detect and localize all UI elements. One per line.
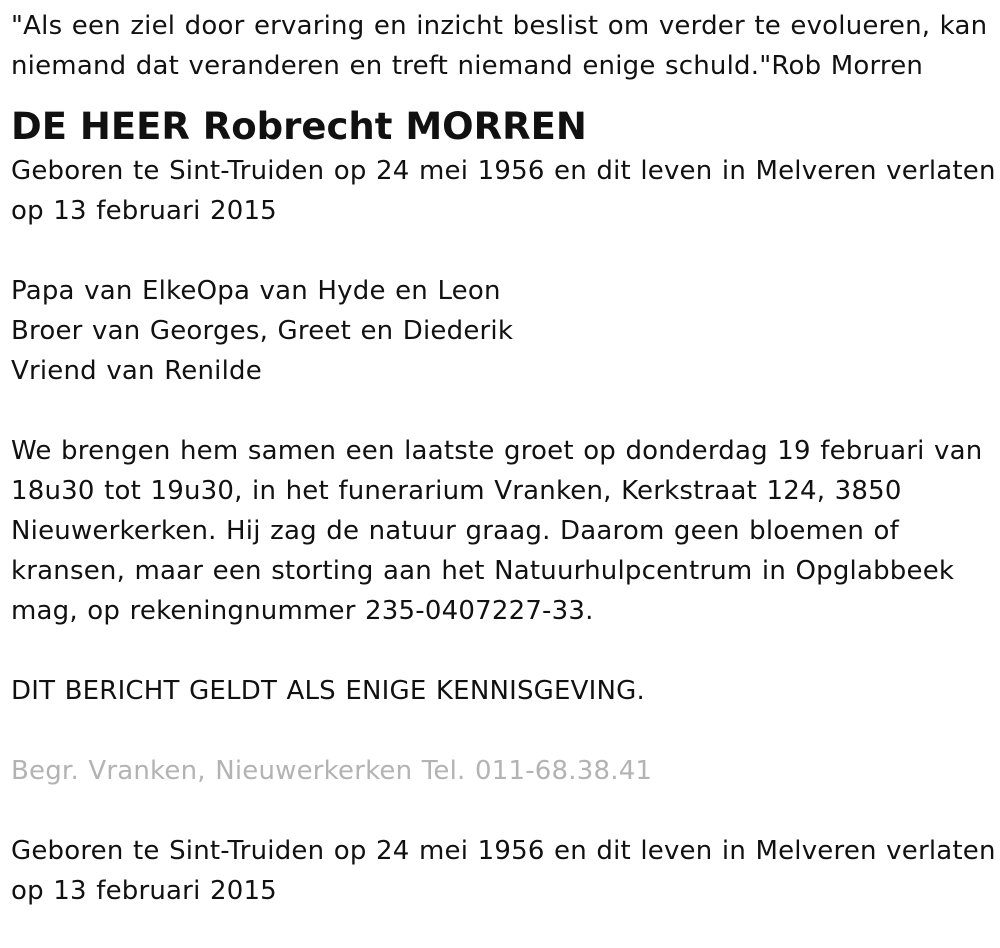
spacer: [11, 231, 996, 271]
undertaker-info: Begr. Vranken, Nieuwerkerken Tel. 011-68.38.41: [11, 756, 653, 786]
opening-quote: "Als een ziel door ervaring en inzicht beslist om verder te evolueren, kan niemand dat veranderen en treft niemand enige schuld."Rob Morren: [11, 11, 988, 81]
obituary-document: [11, 0, 996, 911]
notice-text: DIT BERICHT GELDT ALS ENIGE KENNISGEVING.: [11, 676, 645, 706]
deceased-name: DE HEER Robrecht MORREN: [11, 105, 587, 148]
relation-line: Papa van ElkeOpa van Hyde en Leon: [11, 276, 501, 306]
birth-death-info-repeat: Geboren te Sint-Truiden op 24 mei 1956 en dit leven in Melveren verlaten op 13 februari 2015: [11, 836, 996, 906]
ceremony-info: We brengen hem samen een laatste groet op donderdag 19 februari van 18u30 tot 19u30, in het funerarium Vranken, Kerkstraat 124, 3850 Nieuwerkerken. Hij zag de natuur graag. Daarom geen bloemen of kransen, maar een storting aan het Natuurhulpcentrum in Opglabbeek mag, op rekeningnummer 235-0407227-33.: [11, 436, 983, 626]
relation-line: Vriend van Renilde: [11, 356, 262, 386]
spacer: [11, 711, 996, 751]
birth-death-info: Geboren te Sint-Truiden op 24 mei 1956 en dit leven in Melveren verlaten op 13 februari 2015: [11, 156, 996, 226]
spacer: [11, 631, 996, 671]
relations-list: [11, 271, 996, 391]
spacer: [11, 791, 996, 831]
relation-line: Broer van Georges, Greet en Diederik: [11, 316, 514, 346]
spacer: [11, 391, 996, 431]
